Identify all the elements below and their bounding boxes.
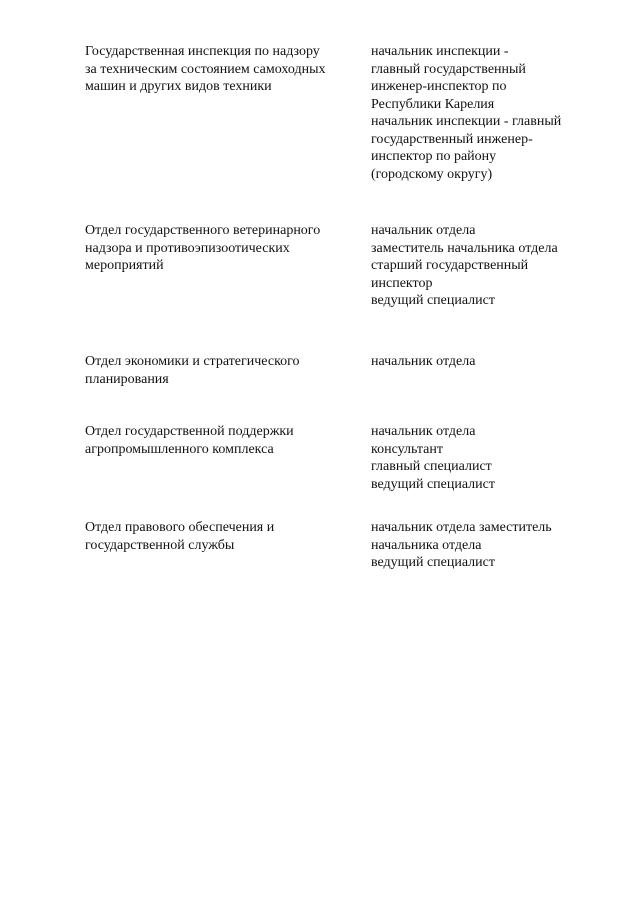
position-item: ведущий специалист <box>371 555 495 570</box>
position-item: начальник отдела <box>371 424 476 439</box>
position-item: главный специалист <box>371 459 492 474</box>
positions-list <box>371 353 591 371</box>
positions-list <box>371 423 591 493</box>
department-name: Государственная инспекция по надзору за техническим состоянием самоходных машин и других видов техники <box>85 44 326 94</box>
department-name: Отдел экономики и стратегического планирования <box>85 354 300 387</box>
position-item: старший государственный инспектор <box>371 258 529 291</box>
department-name: Отдел государственного ветеринарного надзора и противоэпизоотических мероприятий <box>85 223 321 273</box>
position-item: начальник отдела <box>371 223 476 238</box>
position-item: начальник отдела <box>371 354 476 369</box>
positions-list <box>371 222 591 310</box>
position-item: консультант <box>371 441 443 457</box>
position-item: начальник отдела заместитель начальника отдела <box>371 520 552 553</box>
positions-list <box>371 519 591 572</box>
position-item: начальник инспекции - главный государственный инженер-инспектор по Республики Карелия <box>371 44 526 112</box>
department-name: Отдел правового обеспечения и государственной службы <box>85 520 275 553</box>
position-item: ведущий специалист <box>371 476 495 492</box>
positions-list <box>371 43 591 183</box>
department-name: Отдел государственной поддержки агропромышленного комплекса <box>85 424 294 457</box>
position-item: ведущий специалист <box>371 293 495 308</box>
position-item: начальник инспекции - главный государственный инженер- инспектор по району (городскому округу) <box>371 114 562 182</box>
position-item: заместитель начальника отдела <box>371 240 558 256</box>
